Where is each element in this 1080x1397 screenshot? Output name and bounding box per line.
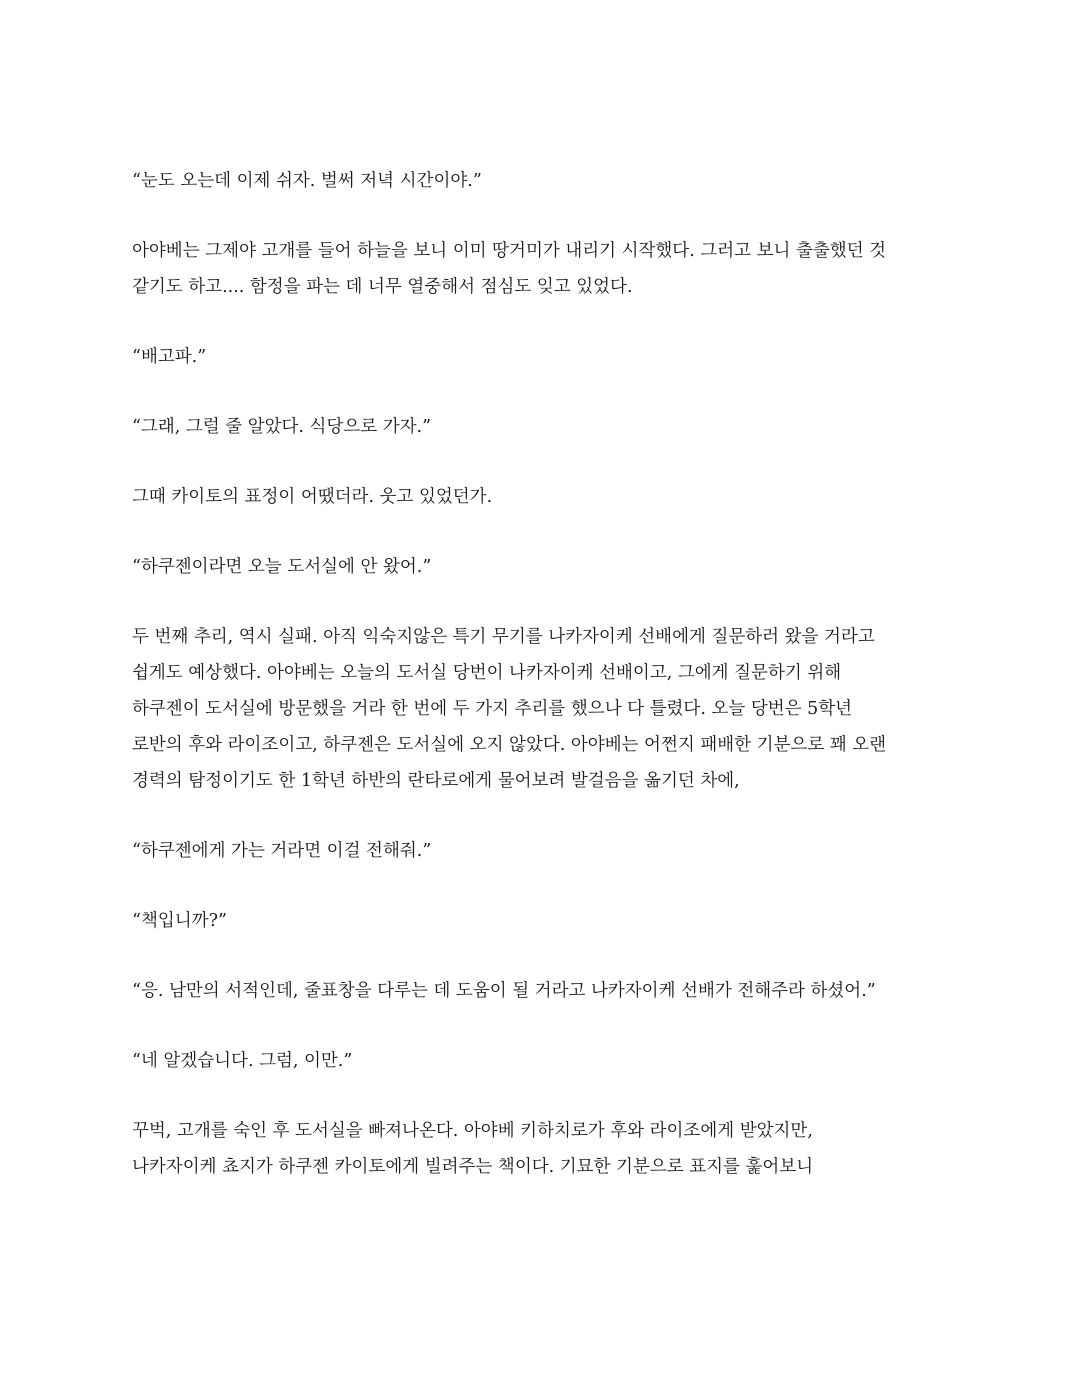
text-body	[132, 163, 962, 1219]
paragraph-line: 두 번째 추리, 역시 실패. 아직 익숙지않은 특기 무기를 나카자이케 선배에게 질문하러 왔을 거라고	[132, 627, 875, 647]
paragraph-line: 로반의 후와 라이조이고, 하쿠젠은 도서실에 오지 않았다. 아야베는 어쩐지 패배한 기분으로 꽤 오랜	[132, 735, 887, 755]
paragraph-6	[132, 549, 962, 585]
paragraph-line: “네 알겠습니다. 그럼, 이만.”	[132, 1051, 353, 1071]
paragraph-line: 경력의 탐정이기도 한 1학년 하반의 란타로에게 물어보려 발걸음을 옮기던 차에,	[132, 771, 740, 791]
paragraph-2	[132, 233, 962, 305]
paragraph-line: 그때 카이토의 표정이 어땠더라. 웃고 있었던가.	[132, 487, 493, 507]
paragraph-line: “눈도 오는데 이제 쉬자. 벌써 저녁 시간이야.”	[132, 171, 482, 191]
paragraph-line: 쉽게도 예상했다. 아야베는 오늘의 도서실 당번이 나카자이케 선배이고, 그에게 질문하기 위해	[132, 663, 842, 683]
paragraph-line: 하쿠젠이 도서실에 방문했을 거라 한 번에 두 가지 추리를 했으나 다 틀렸다. 오늘 당번은 5학년	[132, 699, 853, 719]
paragraph-line: 꾸벅, 고개를 숙인 후 도서실을 빠져나온다. 아야베 키하치로가 후와 라이조에게 받았지만,	[132, 1121, 813, 1141]
paragraph-3	[132, 339, 962, 375]
paragraph-line: 같기도 하고.... 함정을 파는 데 너무 열중해서 점심도 잊고 있었다.	[132, 277, 633, 297]
paragraph-10	[132, 973, 962, 1009]
paragraph-1	[132, 163, 962, 199]
paragraph-11	[132, 1043, 962, 1079]
paragraph-12	[132, 1113, 962, 1185]
paragraph-line: 나카자이케 쵸지가 하쿠젠 카이토에게 빌려주는 책이다. 기묘한 기분으로 표지를 훑어보니	[132, 1157, 814, 1177]
paragraph-line: “응. 남만의 서적인데, 줄표창을 다루는 데 도움이 될 거라고 나카자이케 선배가 전해주라 하셨어.”	[132, 981, 876, 1001]
paragraph-line: “하쿠젠이라면 오늘 도서실에 안 왔어.”	[132, 557, 432, 577]
paragraph-4	[132, 409, 962, 445]
paragraph-8	[132, 833, 962, 869]
paragraph-9	[132, 903, 962, 939]
paragraph-line: 아야베는 그제야 고개를 들어 하늘을 보니 이미 땅거미가 내리기 시작했다. 그러고 보니 출출했던 것	[132, 241, 887, 261]
paragraph-line: “하쿠젠에게 가는 거라면 이걸 전해줘.”	[132, 841, 432, 861]
paragraph-line: “배고파.”	[132, 347, 207, 367]
paragraph-7	[132, 619, 962, 799]
paragraph-line: “그래, 그럴 줄 알았다. 식당으로 가자.”	[132, 417, 432, 437]
paragraph-line: “책입니까?”	[132, 911, 227, 931]
paragraph-5	[132, 479, 962, 515]
